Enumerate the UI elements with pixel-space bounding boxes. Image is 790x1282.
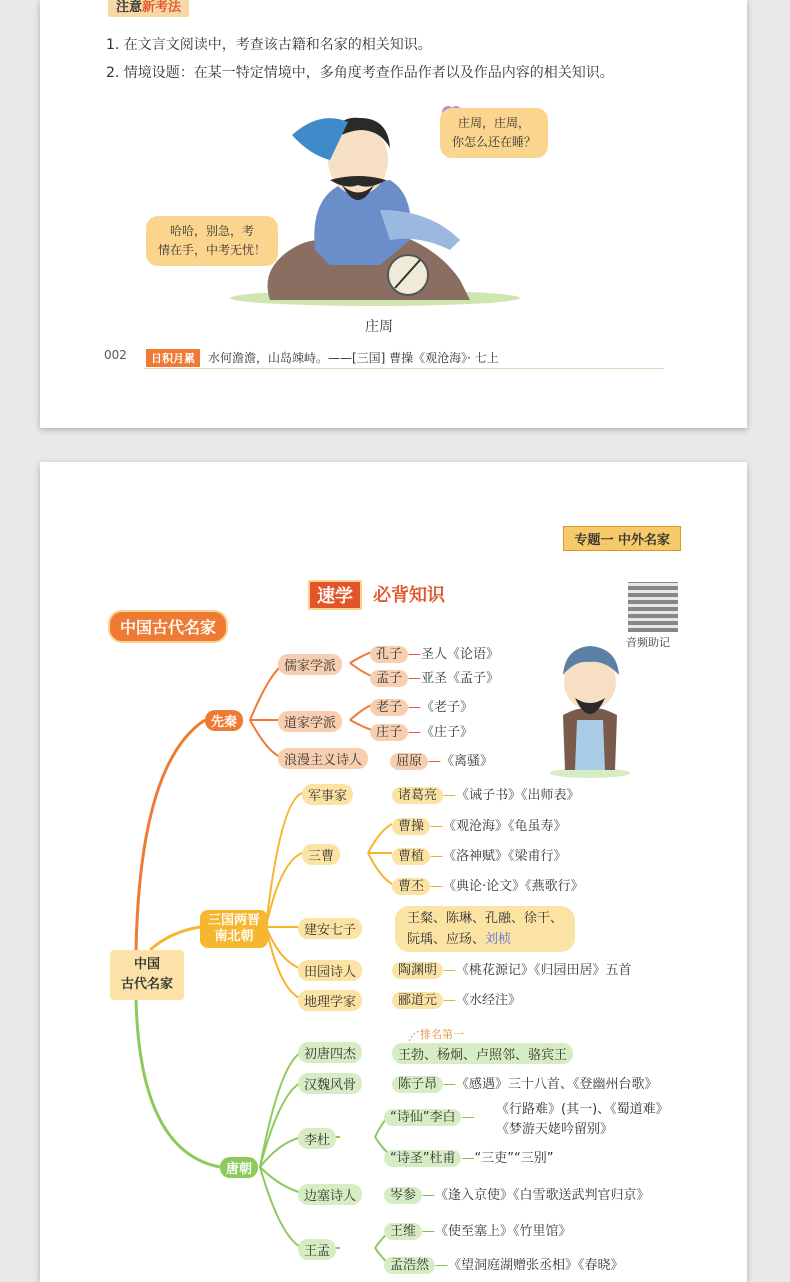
chutang-names: 王勃、杨炯、卢照邻、骆宾王: [392, 1043, 573, 1064]
libai-work-1: 《行路难》(其一)、《蜀道难》: [496, 1102, 669, 1117]
leaf-dufu: “诗圣”杜甫 —“三吏”“三别”: [384, 1147, 553, 1166]
bubble-right-line-2: 你怎么还在睡？: [452, 135, 537, 149]
mengzi-work: 亚圣《孟子》: [421, 671, 500, 686]
mindmap-root: [110, 950, 184, 1000]
group-langman: 浪漫主义诗人: [278, 748, 368, 769]
bubble-left-line-2: 情在手，中考无忧！: [158, 243, 267, 257]
jianan-line-1: 王粲、陈琳、孔融、徐干、: [407, 911, 564, 926]
group-rujia: 儒家学派: [278, 654, 342, 675]
li-name: 郦道元: [392, 992, 443, 1009]
bubble-left-line-1: 哈哈，别急，考: [170, 224, 255, 238]
tao-work: 《桃花源记》《归园田居》五首: [456, 963, 632, 978]
mengzi-name: 孟子: [370, 670, 408, 687]
caozhi-work: 《洛神赋》《梁甫行》: [443, 849, 567, 864]
tao-name: 陶渊明: [392, 962, 443, 979]
libai-name: “诗仙”李白: [384, 1109, 461, 1126]
exam-point-1: 1. 在文言文阅读中，考查该古籍和名家的相关知识。: [106, 37, 432, 53]
heading-must-know: 必背知识: [373, 585, 445, 606]
topic-tag: 专题一 中外名家: [563, 526, 681, 551]
new-exam-tag: [108, 0, 189, 17]
kongzi-work: 圣人《论语》: [421, 647, 500, 662]
leaf-chenziang: 陈子昂 —《感遇》三十八首、《登幽州台歌》: [392, 1073, 658, 1092]
quyuan-name: 屈原: [390, 753, 428, 770]
group-wangmeng: 王孟: [298, 1239, 336, 1260]
group-tianyuan: 田园诗人: [298, 960, 362, 981]
illustration-caption: 庄周: [365, 319, 393, 335]
group-lidu: 李杜: [298, 1128, 336, 1149]
leaf-quyuan: 屈原 —《离骚》: [390, 750, 493, 769]
leaf-caocao: 曹操 —《观沧海》《龟虽寿》: [392, 815, 567, 834]
meng-work: 《望洞庭湖赠张丞相》《春晓》: [448, 1258, 624, 1273]
zhuangzi-name: 庄子: [370, 724, 408, 741]
quyuan-work: 《离骚》: [441, 754, 494, 769]
zhuge-name: 诸葛亮: [392, 787, 443, 804]
leaf-taoyuanming: 陶渊明 —《桃花源记》《归园田居》五首: [392, 959, 632, 978]
qr-label: 音频助记: [626, 636, 670, 649]
caopi-work: 《典论·论文》《燕歌行》: [443, 879, 584, 894]
branch-sanguo-line-2: 南北朝: [214, 929, 254, 944]
zhuge-work: 《诫子书》《出师表》: [456, 788, 580, 803]
leaf-kongzi: 孔子 —圣人《论语》: [370, 643, 499, 662]
branch-tang: 唐朝: [220, 1157, 258, 1178]
tip-tag-prefix: 注意: [116, 0, 143, 15]
kongzi-name: 孔子: [370, 646, 408, 663]
rank-note: 排名第一: [420, 1028, 464, 1041]
zhuangzi-work: 《庄子》: [421, 725, 474, 740]
jianan-liuzhen: 刘桢: [485, 932, 512, 947]
page-1: [40, 0, 747, 428]
chen-name: 陈子昂: [392, 1076, 443, 1093]
group-daojia: 道家学派: [278, 711, 342, 732]
leaf-libai: “诗仙”李白 —: [384, 1106, 474, 1125]
leaf-caozhi: 曹植 —《洛神赋》《梁甫行》: [392, 845, 567, 864]
speech-bubble-right: [440, 108, 548, 158]
speech-bubble-left: [146, 216, 278, 266]
caopi-name: 曹丕: [392, 878, 430, 895]
group-jianan: 建安七子: [298, 918, 362, 939]
caozhi-name: 曹植: [392, 848, 430, 865]
wangwei-name: 王维: [384, 1223, 422, 1240]
exam-point-2: 2. 情境设题：在某一特定情境中，多角度考查作品作者以及作品内容的相关知识。: [106, 65, 614, 81]
page-2: [40, 462, 747, 1282]
chen-work: 《感遇》三十八首、《登幽州台歌》: [456, 1077, 658, 1092]
leaf-lidaoyuan: 郦道元 —《水经注》: [392, 989, 521, 1008]
jianan-seven-list: [395, 906, 575, 952]
group-dili: 地理学家: [298, 990, 362, 1011]
laozi-name: 老子: [370, 699, 408, 716]
root-line-1: 中国: [133, 957, 160, 972]
jianan-line-2a: 阮瑀、应玚、: [407, 932, 486, 947]
libai-work-2: 《梦游天姥吟留别》: [496, 1122, 614, 1137]
group-chutang: 初唐四杰: [298, 1042, 362, 1063]
daily-accumulation-tag: 日积月累: [146, 349, 200, 367]
caocao-name: 曹操: [392, 818, 430, 835]
branch-xianqin: 先秦: [205, 710, 243, 731]
leaf-zhugeliang: 诸葛亮 —《诫子书》《出师表》: [392, 784, 580, 803]
branch-sanguo-line-1: 三国两晋: [208, 913, 261, 928]
dufu-name: “诗圣”杜甫: [384, 1150, 461, 1167]
bubble-right-line-1: 庄周，庄周，: [458, 116, 531, 130]
li-work: 《水经注》: [456, 993, 522, 1008]
branch-sanguo: [200, 910, 268, 948]
tip-tag-accent: 新考法: [142, 0, 182, 15]
leaf-zhuangzi: 庄子 —《庄子》: [370, 721, 473, 740]
dufu-work: “三吏”“三别”: [474, 1151, 554, 1166]
group-junshi: 军事家: [302, 784, 353, 805]
cen-work: 《逢入京使》《白雪歌送武判官归京》: [435, 1188, 650, 1203]
wangwei-work: 《使至塞上》《竹里馆》: [435, 1224, 572, 1239]
root-line-2: 古代名家: [120, 977, 173, 992]
daily-quote: 水何澹澹，山岛竦峙。——[三国] 曹操《观沧海》· 七上: [208, 351, 499, 365]
meng-name: 孟浩然: [384, 1257, 435, 1274]
jianan-line-2: [407, 929, 563, 950]
caocao-work: 《观沧海》《龟虽寿》: [443, 819, 567, 834]
group-biansai: 边塞诗人: [298, 1184, 362, 1205]
leaf-caopi: 曹丕 —《典论·论文》《燕歌行》: [392, 875, 584, 894]
leaf-wangwei: 王维 —《使至塞上》《竹里馆》: [384, 1220, 572, 1239]
heading-fast-learn: 速学: [308, 580, 362, 610]
footer-divider: [144, 368, 664, 369]
cen-name: 岑参: [384, 1187, 422, 1204]
section-tag: 中国古代名家: [108, 610, 228, 643]
leaf-censhen: 岑参 —《逢入京使》《白雪歌送武判官归京》: [384, 1184, 650, 1203]
laozi-work: 《老子》: [421, 700, 474, 715]
leaf-mengzi: 孟子 —亚圣《孟子》: [370, 667, 499, 686]
group-sancao: 三曹: [302, 844, 340, 865]
leaf-menghaoran: 孟浩然 —《望洞庭湖赠张丞相》《春晓》: [384, 1254, 624, 1273]
group-hanwei: 汉魏风骨: [298, 1073, 362, 1094]
page-number: 002: [104, 348, 127, 362]
leaf-laozi: 老子 —《老子》: [370, 696, 473, 715]
